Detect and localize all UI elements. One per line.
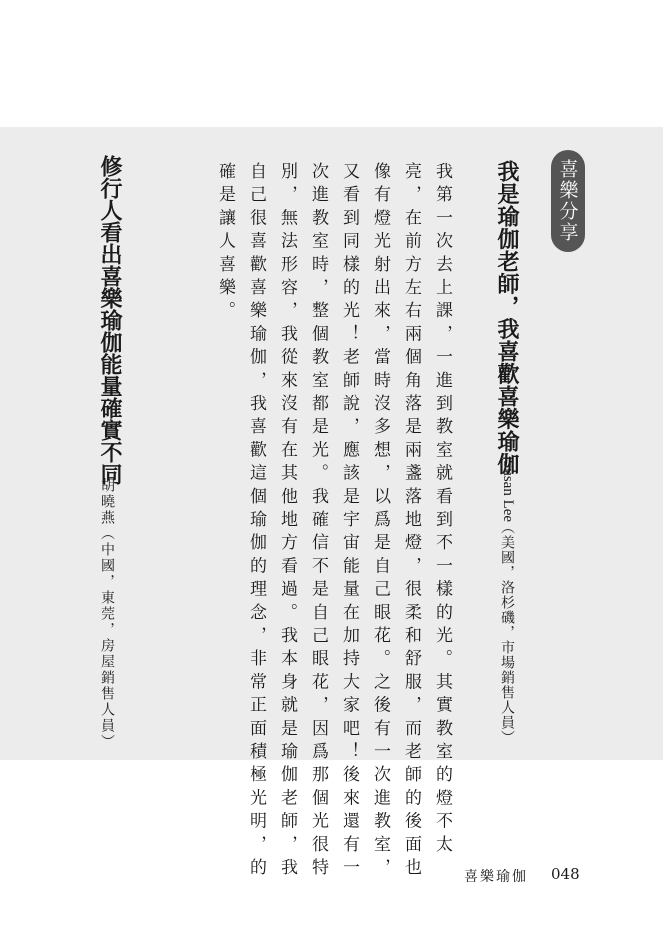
page-number: 048 — [551, 865, 580, 883]
footer-book-title: 喜樂瑜伽 — [464, 869, 528, 885]
section-badge: 喜樂分享 — [551, 150, 585, 252]
side-article-title: 修行人看出喜樂瑜伽能量確實不同 — [97, 155, 122, 485]
body-column-7: 自己很喜歡喜樂瑜伽，我喜歡這個瑜伽的理念，非常正面積極光明，的 — [246, 162, 266, 882]
article-title: 我是瑜伽老師，我喜歡喜樂瑜伽 — [494, 160, 519, 475]
body-column-5: 次進教室時，整個教室都是光。我確信不是自己眼花，因爲那個光很特 — [308, 162, 328, 882]
body-column-3: 像有燈光射出來，當時沒多想，以爲是自己眼花。之後有一次進教室， — [370, 162, 390, 882]
side-article-author: 胡曉燕（中國，東莞，房屋銷售人員） — [99, 478, 115, 750]
body-column-4: 又看到同樣的光！老師說，應該是宇宙能量在加持大家吧！後來還有一 — [339, 162, 359, 882]
author-name: Susan Lee — [500, 460, 516, 523]
body-column-6: 別，無法形容，我從來沒有在其他地方看過。我本身就是瑜伽老師，我 — [277, 162, 297, 882]
body-column-8: 確是讓人喜樂。 — [215, 162, 235, 325]
author-description: （美國，洛杉磯，市場銷售人員） — [499, 520, 515, 745]
body-column-1: 我第一次去上課，一進到教室就看到不一樣的光。其實教室的燈不太 — [432, 162, 452, 858]
body-column-2: 亮，在前方左右兩個角落是兩盞落地燈，很柔和舒服，而老師的後面也 — [401, 162, 421, 882]
